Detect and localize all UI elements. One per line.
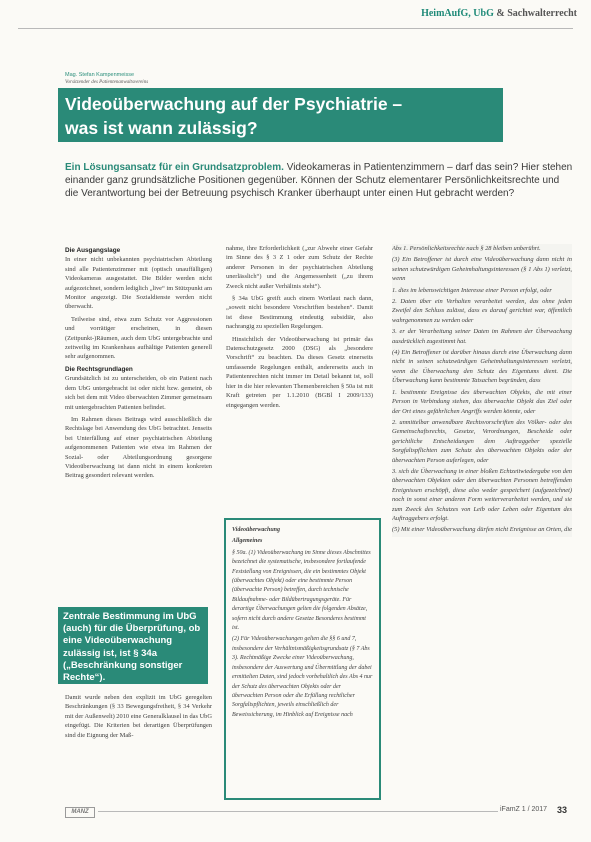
title-line-1: Videoüberwachung auf der Psychiatrie – (65, 94, 403, 114)
law-paragraph: § 50a. (1) Videoüberwachung im Sinne dieses Abschnittes bezeichnet die systematische, insbesondere fortlaufende Feststellung von Ereignissen, die ein bestimmtes Objekt (überwachtes Objekt) oder eine bestimmte Person (überwachte Person) betreffen, durch technische Bildaufnahme- oder Bildübertragungsgeräte. Für derartige Überwachungen gelten die folgenden Absätze, sofern nicht durch andere Gesetze Besonderes bestimmt ist. (232, 549, 371, 632)
lead-text: Videokameras in Patientenzimmern – darf das sein? Hier stehen einander ganz grundsätzliche Positionen gegenüber. Können der Schutz elementarer Persönlichkeitsrechte und die Verantwortung bei der Betreuung psychisch Kranker überhaupt unter einen Hut gebracht werden? (65, 162, 573, 199)
law-paragraph: Abs 1. Persönlichkeitsrechte nach § 28 bleiben unberührt. (392, 245, 541, 252)
law-paragraph: 3. sich die Überwachung in einer bloßen Echtzeitwiedergabe von den überwachten Objekten oder den überwachten Personen betreffenden Ereignissen erschöpft, diese also weder gespeichert (aufgezeichnet) noch in sonst einer anderen Form weiterverarbeitet werden, und sie zum Zweck des Schutzes von Leib oder Leben oder Eigentum des Auftraggebers erfolgt. (392, 467, 572, 522)
lead-highlight: Ein Lösungsansatz für ein Grundsatzproblem. (65, 162, 284, 173)
paragraph: Damit wurde neben den explizit im UbG geregelten Beschränkungen (§ 33 Bewegungsfreiheit, § 34 Verkehr mit der Außenwelt) 2010 eine Generalklausel in das UbG eingefügt. Die Kriterien bei derartigen Überprüfungen sind die Eignung der Maß- (65, 694, 212, 739)
law-excerpt-box (224, 518, 381, 800)
title-line-2: was ist wann zulässig? (65, 118, 258, 138)
column-3-law-text (392, 244, 572, 537)
paragraph: nahme, ihre Erforderlichkeit („zur Abwehr einer Gefahr im Sinne des § 3 Z 1 oder zum Schutz der Rechte anderer Personen in der psychiatrischen Abteilung unerlässlich“) und die Angemessenheit („zu ihrem Zweck nicht außer Verhältnis steht“). (226, 245, 373, 290)
law-paragraph: (5) Mit einer Videoüberwachung dürfen nicht Ereignisse an Orten, die (392, 526, 572, 534)
header-section-rest: & Sachwalterrecht (493, 8, 577, 19)
law-box-subtitle: Allgemeines (232, 538, 263, 545)
page-number: 33 (557, 805, 568, 815)
law-paragraph: 2. unmittelbar anwendbare Rechtsvorschriften des Völker- oder des Gemeinschaftsrechts, Gesetze, Verordnungen, Bescheide oder gerichtliche Entscheidungen dem Auftraggeber spezielle Sorgfaltspflichten zum Schutz des überwachten Objekts oder der überwachten Person auferlegen, oder (392, 418, 572, 464)
law-paragraph: (4) Ein Betroffener ist darüber hinaus durch eine Überwachung dann nicht in seinen schutzwürdigen Geheimhaltungsinteressen verletzt, wenn die Überwachung den Schutz des Eigentums dient. Die Überwachung kann bestimmte Tatsachen begründen, dass (392, 349, 572, 385)
paragraph: Im Rahmen dieses Beitrags wird ausschließlich die Rechtslage bei Anwendung des UbG betrachtet. Jenseits bei Unterfällung auf einer psychiatrischen Abteilung aufgenommenen Patienten wie etwa im Rahmen der Sozial- oder Abteilungsordnung gesorgene Videoüberwachung ist dann nicht in einem konkreten Beitrag gesondert relevant werden. (65, 415, 212, 480)
footer-issue: iFamZ 1 / 2017 (500, 806, 548, 813)
paragraph: Teilweise sind, etwa zum Schutz vor Aggressionen und vorrätiger erscheinen, in diesen (Zeitpunkt-)Räumen, auch dem UbG untergebrachte und zeitweilig im Krankenhaus aufhältige Patienten generell sehr aufgenommen. (65, 315, 212, 361)
column-2 (226, 244, 373, 413)
title-box (58, 88, 503, 142)
publisher-logo: MANZ (65, 807, 95, 818)
law-paragraph: 1. dies im lebenswichtigen Interesse einer Person erfolgt, oder (392, 286, 552, 294)
author-role: Vorsitzender des Patientenanwaltsvereins (65, 80, 149, 85)
column-1 (65, 244, 212, 484)
column-1-continued (65, 693, 212, 740)
law-paragraph: 1. bestimmte Ereignisse des überwachten Objekts, die mit einer Person in Verbindung stehen, das überwachte Objekt das Ziel oder der Ort eines gefährlichen Angriffs werden könnte, oder (392, 388, 572, 415)
highlight-box: Zentrale Bestimmung im UbG (auch) für die Überprüfung, ob eine Videoüberwachung zulässig ist, ist § 34a („Beschränkung sonstiger Rechte“). (58, 607, 208, 684)
author-name: Mag. Stefan Kampenmeisse (65, 72, 135, 78)
paragraph: Grundsätzlich ist zu unterscheiden, ob ein Patient nach dem UbG untergebracht ist oder nicht bzw. gemeint, ob sich bei dem mit Video überwachten Zimmer gemeinsam mit untergebrachten Patienten befindet. (65, 375, 212, 411)
law-paragraph: (3) Ein Betroffener ist durch eine Videoüberwachung dann nicht in seinen schutzwürdigen Geheimhaltungsinteressen (§ 1 Abs 1) verletzt, wenn (392, 256, 572, 283)
law-paragraph: 2. Daten über ein Verhalten verarbeitet werden, das ohne jeden Zweifel den Schluss zulässt, dass es darauf gerichtet war, öffentlich wahrgenommen zu werden oder (392, 298, 572, 324)
law-box-title: Videoüberwachung (232, 527, 281, 533)
header-section (421, 8, 577, 19)
header-section-main: HeimAufG, UbG (421, 8, 494, 19)
law-paragraph: 3. er der Verarbeitung seiner Daten im Rahmen der Überwachung ausdrücklich zugestimmt hat. (392, 328, 572, 345)
paragraph: Hinsichtlich der Videoüberwachung ist primär das Datenschutzgesetz 2000 (DSG) als „besondere Vorschrift“ zu beachten. Da dieses Gesetz einerseits umfassende Regelungen enthält, andererseits auch in Patientenrechten nicht immer im Detail bekannt ist, soll hier in die hier relevanten Themenbereichen § 50a ist mit Kraft getreten per 1.1.2010 (BGBl I 2009/133) eingegangen werden. (226, 335, 373, 409)
lead-paragraph (65, 161, 575, 200)
heading-ausgangslage: Die Ausgangslage (65, 247, 121, 254)
heading-rechtsgrundlagen: Die Rechtsgrundlagen (65, 365, 133, 373)
paragraph: § 34a UbG greift auch einem Wortlaut nach dann, „soweit nicht besondere Vorschriften bestehen“. Damit ist diese Bestimmung eindeutig subsidiär, also nachrangig zu speziellen Regelungen. (226, 295, 373, 331)
law-paragraph: (2) Für Videoüberwachungen gelten die §§ 6 und 7, insbesondere der Verhältnismäßigkeitsgrundsatz (§ 7 Abs 3). Rechtmäßige Zwecke einer Videoüberwachung, insbesondere der Auswertung und Übermittlung der dabei ermittelten Daten, sind jedoch vorbehaltlich des Abs 4 nur der Schutz des überwachten Objekts oder der überwachten Person oder die Erfüllung rechtlicher Sorgfaltspflichten, jeweils einschließlich der Beweissicherung, im Hinblick auf Ereignisse nach (232, 636, 373, 718)
footer-rule (98, 811, 498, 812)
paragraph: In einer nicht unbekannten psychiatrischen Abteilung sind alle Patientenzimmer mit (optisch unauffälligen) Videokameras ausgestattet. Die Bilder werden nicht aufgezeichnet, sondern lediglich „live“ im Stützpunkt am Monitor angezeigt. Die Sozialdienste werden nicht überwacht. (65, 256, 212, 311)
header-rule (18, 28, 573, 29)
